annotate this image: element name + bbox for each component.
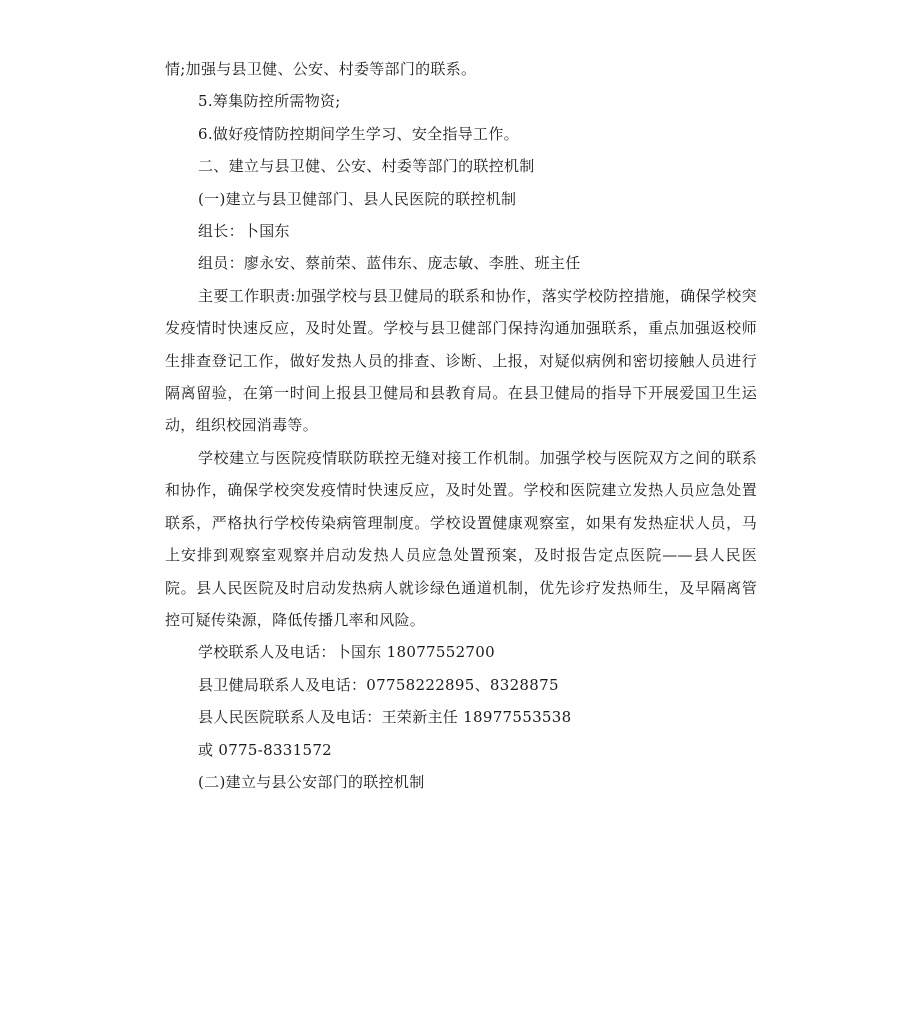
hospital-contact-line: 县人民医院联系人及电话：王荣新主任 18977553538 <box>198 708 572 727</box>
group-leader-line: 组长：卜国东 <box>198 222 290 241</box>
main-duties-paragraph: 主要工作职责:加强学校与县卫健局的联系和协作，落实学校防控措施，确保学校突发疫情时快速反应，及时处置。学校与县卫健部门保持沟通加强联系，重点加强返校师生排查登记工作，做好发热人员的排查、诊断、上报，对疑似病例和密切接触人员进行隔离留验，在第一时间上报县卫健局和县教育局。在县卫健局的指导下开展爱国卫生运动，组织校园消毒等。 <box>165 286 757 435</box>
section-heading-2: 二、建立与县卫健、公安、村委等部门的联控机制 <box>198 157 535 176</box>
school-contact-line: 学校联系人及电话：卜国东 18077552700 <box>198 643 495 662</box>
health-bureau-contact-line: 县卫健局联系人及电话：07758222895、8328875 <box>198 675 559 694</box>
subsection-heading-1: (一)建立与县卫健部门、县人民医院的联控机制 <box>198 189 517 208</box>
group-members-line: 组员：廖永安、蔡前荣、蓝伟东、庞志敏、李胜、班主任 <box>198 254 581 273</box>
document-page <box>165 53 757 798</box>
hospital-mechanism-paragraph: 学校建立与医院疫情联防联控无缝对接工作机制。加强学校与医院双方之间的联系和协作，确保学校突发疫情时快速反应，及时处置。学校和医院建立发热人员应急处置联系，严格执行学校传染病管理制度。学校设置健康观察室，如果有发热症状人员，马上安排到观察室观察并启动发热人员应急处置预案，及时报告定点医院——县人民医院。县人民医院及时启动发热病人就诊绿色通道机制，优先诊疗发热师生，及早隔离管控可疑传染源，降低传播几率和风险。 <box>165 448 757 629</box>
alternate-phone-line: 或 0775-8331572 <box>198 740 333 759</box>
paragraph-continuation: 情;加强与县卫健、公安、村委等部门的联系。 <box>165 60 477 78</box>
list-item-6: 6.做好疫情防控期间学生学习、安全指导工作。 <box>198 124 519 143</box>
subsection-heading-2: (二)建立与县公安部门的联控机制 <box>198 772 425 791</box>
list-item-5: 5.筹集防控所需物资; <box>198 92 341 111</box>
